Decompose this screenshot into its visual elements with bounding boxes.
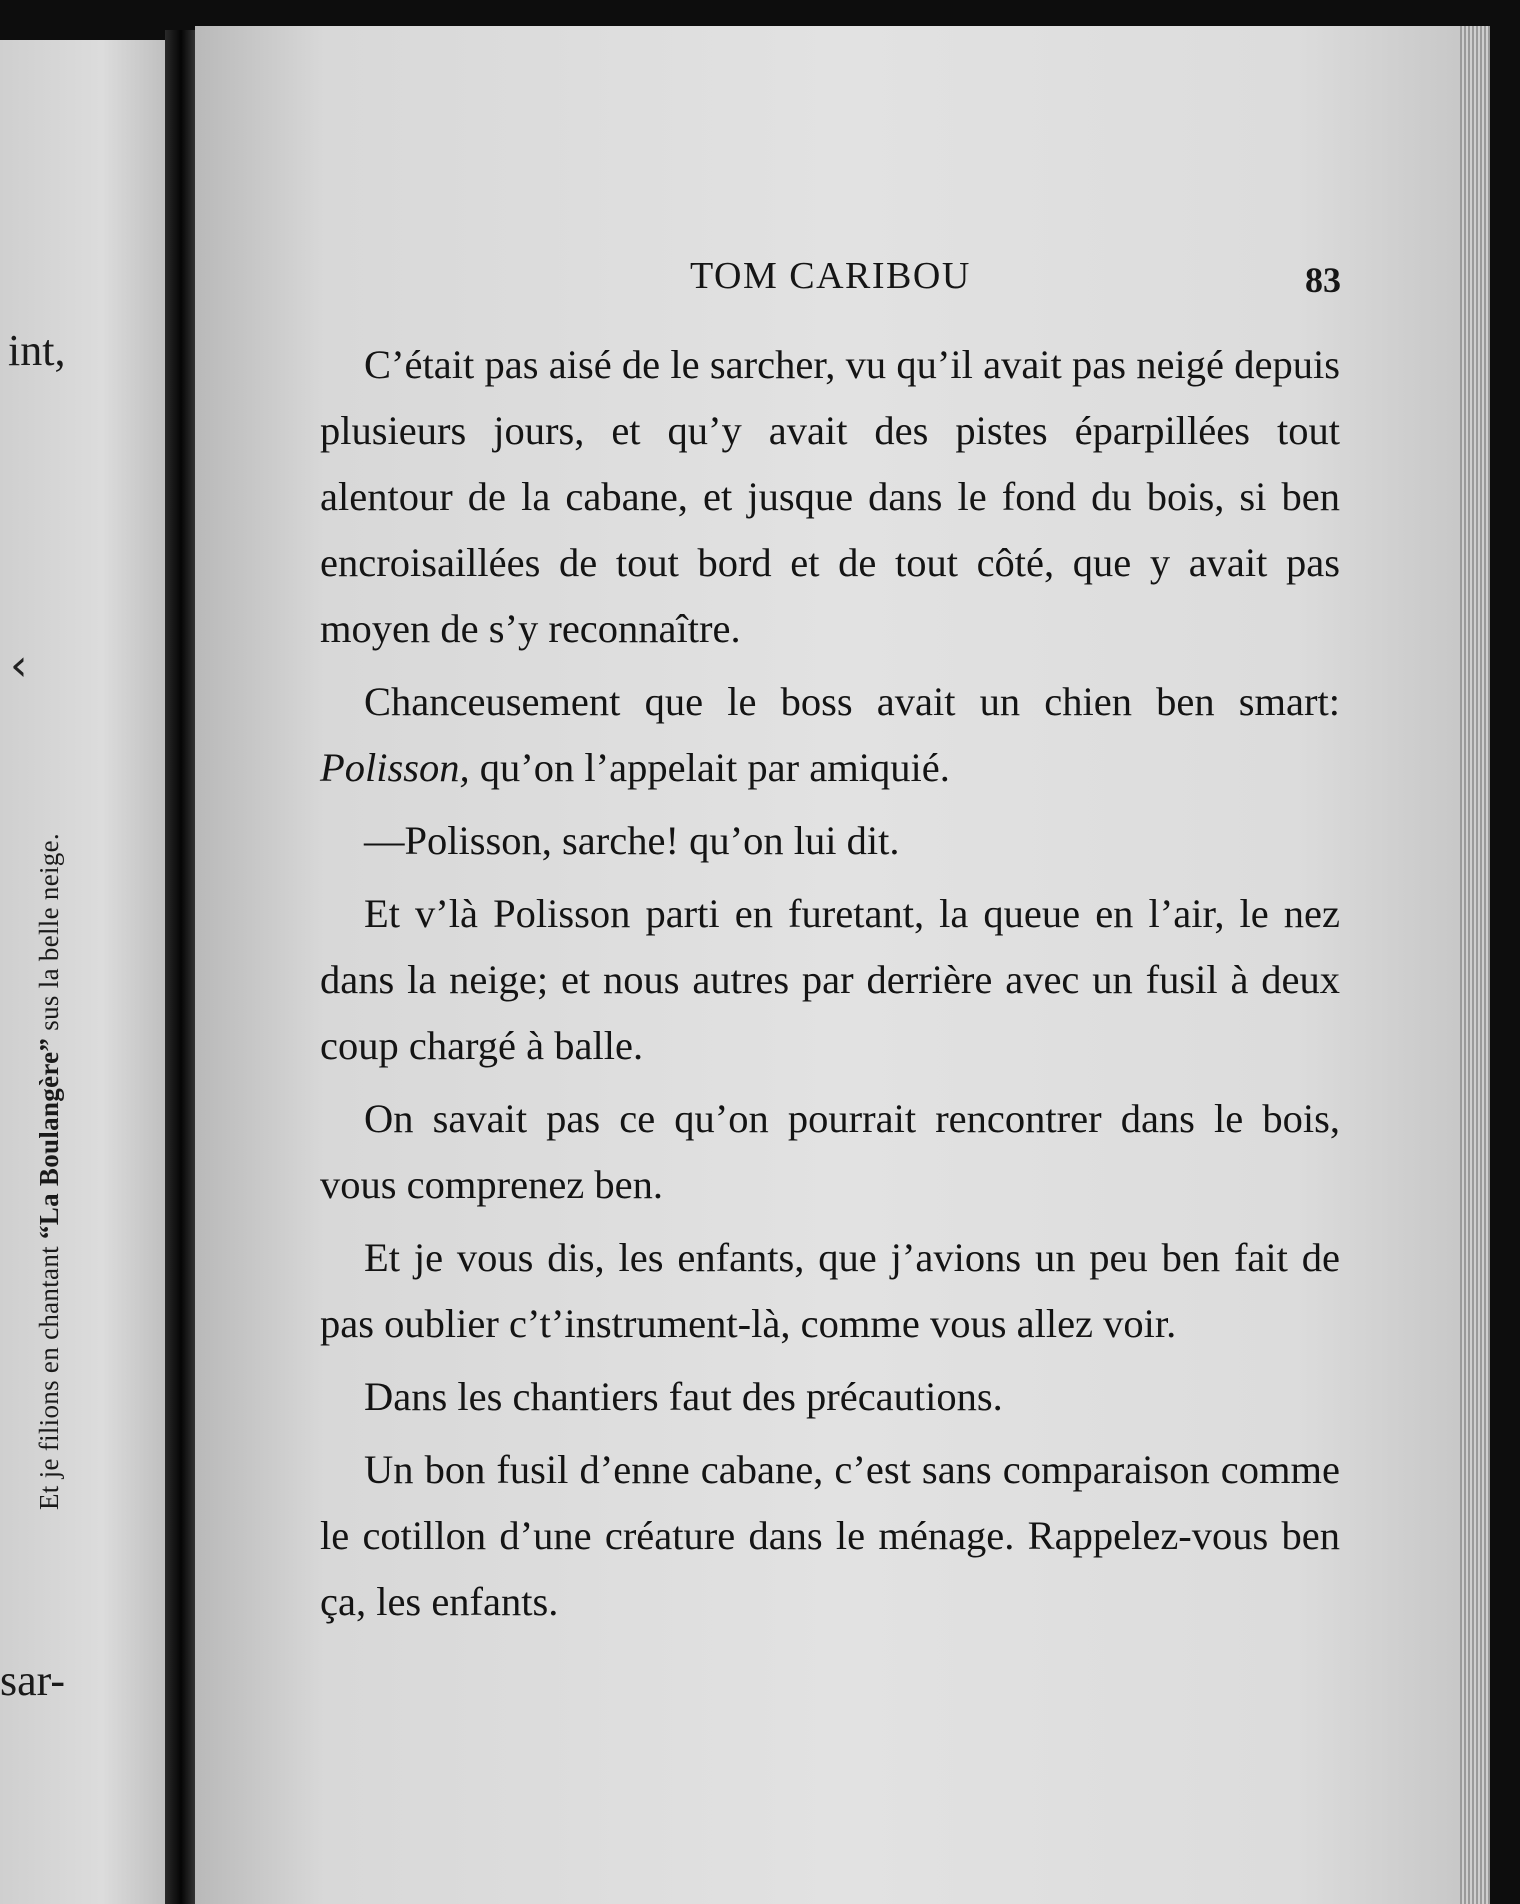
rotated-illustration-caption bbox=[34, 610, 65, 1510]
paragraph-1: C’était pas aisé de le sarcher, vu qu’il avait pas neigé depuis plusieurs jours, et qu’y avait des pistes éparpillées tout alentour de la cabane, et jusque dans le fond du bois, si ben encroisaillées de tout bord et de tout côté, que y avait pas moyen de s’y reconnaître. bbox=[320, 342, 1340, 651]
caption-start: Et je filions en chantant bbox=[34, 1246, 64, 1510]
paragraph-6: Et je vous dis, les enfants, que j’avions un peu ben fait de pas oublier c’t’instrument-là, comme vous allez voir. bbox=[320, 1235, 1340, 1346]
page-body bbox=[320, 332, 1340, 1642]
caption-end: sus la belle neige. bbox=[34, 833, 64, 1031]
margin-mark-icon: ‹ bbox=[10, 640, 28, 691]
paragraph-4: Et v’là Polisson parti en furetant, la queue en l’air, le nez dans la neige; et nous autres par derrière avec un fusil à deux coup chargé à balle. bbox=[320, 891, 1340, 1068]
page-edge bbox=[1460, 26, 1490, 1904]
paragraph-2 bbox=[320, 669, 1340, 801]
book-gutter bbox=[165, 30, 197, 1904]
right-page bbox=[195, 26, 1490, 1904]
paragraph-3: —Polisson, sarche! qu’on lui dit. bbox=[364, 818, 900, 863]
left-facing-page bbox=[0, 40, 170, 1904]
left-page-text-fragment-bottom: sar- bbox=[0, 1656, 66, 1705]
paragraph-7: Dans les chantiers faut des précautions. bbox=[364, 1374, 1003, 1419]
paragraph-2-start: Chanceusement que le boss avait un chien ben smart: bbox=[364, 679, 1340, 724]
caption-song-title: “La Boulangère” bbox=[34, 1030, 64, 1247]
dog-name-italic: Polisson, bbox=[320, 745, 470, 790]
paragraph-2-end: qu’on l’appelait par amiquié. bbox=[469, 745, 950, 790]
page-number: 83 bbox=[1305, 260, 1341, 300]
paragraph-8: Un bon fusil d’enne cabane, c’est sans comparaison comme le cotillon d’une créature dans le ménage. Rappelez-vous ben ça, les enfants. bbox=[320, 1447, 1340, 1624]
paragraph-5: On savait pas ce qu’on pourrait rencontrer dans le bois, vous comprenez ben. bbox=[320, 1096, 1340, 1207]
running-title: TOM CARIBOU bbox=[690, 255, 971, 297]
left-page-text-fragment-top: int, bbox=[8, 326, 66, 375]
